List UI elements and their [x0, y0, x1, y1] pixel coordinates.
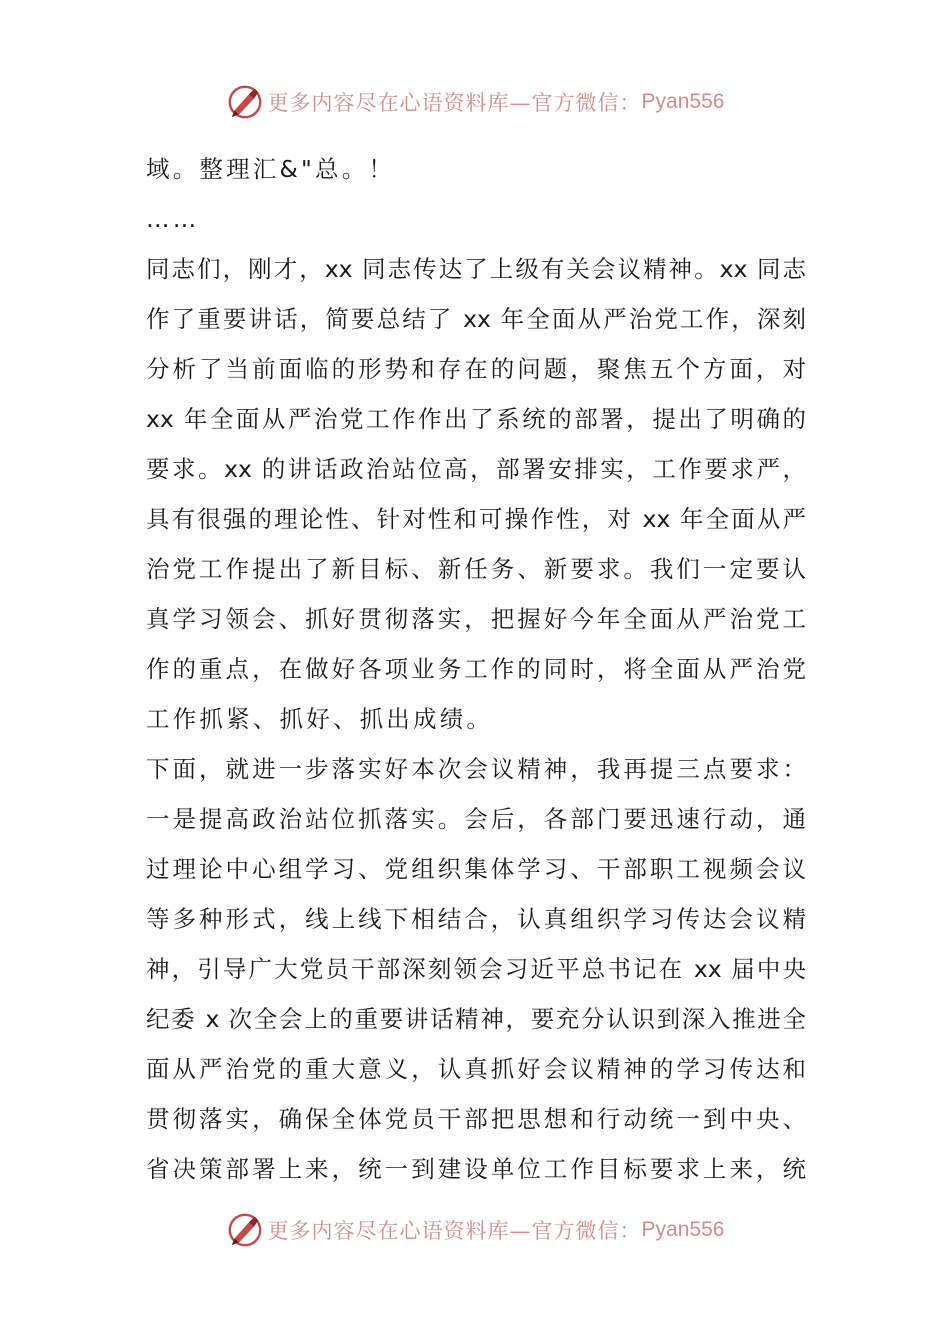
text-line: 面从严治党的重大意义，认真抓好会议精神的学习传达和: [146, 1055, 806, 1083]
banner-text: 更多内容尽在心语资料库—官方微信：: [267, 91, 642, 115]
footer-watermark: [0, 1208, 950, 1252]
banner-text: 更多内容尽在心语资料库—官方微信：: [267, 1219, 642, 1243]
document-body: [146, 144, 806, 1194]
text-line: 神，引导广大党员干部深刻领会习近平总书记在 xx 届中央: [146, 955, 806, 983]
text-line: 过理论中心组学习、党组织集体学习、干部职工视频会议: [146, 855, 806, 883]
text-line: 要求。xx 的讲话政治站位高，部署安排实，工作要求严，: [146, 455, 806, 483]
pen-logo-icon: [226, 1211, 264, 1249]
text-line: 分析了当前面临的形势和存在的问题，聚焦五个方面，对: [146, 355, 806, 383]
text-line: 工作抓紧、抓好、抓出成绩。: [146, 705, 494, 733]
text-line: 等多种形式，线上线下相结合，认真组织学习传达会议精: [146, 905, 806, 933]
text-line: 同志们，刚才，xx 同志传达了上级有关会议精神。xx 同志: [146, 255, 806, 283]
text-line: xx 年全面从严治党工作作出了系统的部署，提出了明确的: [146, 405, 806, 433]
banner-wechat-id: Pyan556: [641, 90, 725, 113]
text-line: 域。整理汇&"总。！: [146, 155, 396, 183]
text-line: 作了重要讲话，简要总结了 xx 年全面从严治党工作，深刻: [146, 305, 806, 333]
text-line: 一是提高政治站位抓落实。会后，各部门要迅速行动，通: [146, 805, 806, 833]
text-line: 下面，就进一步落实好本次会议精神，我再提三点要求：: [146, 755, 806, 783]
text-line: 省决策部署上来，统一到建设单位工作目标要求上来，统: [146, 1155, 806, 1183]
banner-wechat-id: Pyan556: [641, 1218, 725, 1241]
text-line: 真学习领会、抓好贯彻落实，把握好今年全面从严治党工: [146, 605, 806, 633]
text-line: 纪委 x 次全会上的重要讲话精神，要充分认识到深入推进全: [146, 1005, 806, 1033]
text-line: 作的重点，在做好各项业务工作的同时，将全面从严治党: [146, 655, 806, 683]
text-line: 贯彻落实，确保全体党员干部把思想和行动统一到中央、: [146, 1105, 806, 1133]
text-line: ……: [146, 205, 200, 233]
text-line: 具有很强的理论性、针对性和可操作性，对 xx 年全面从严: [146, 505, 806, 533]
pen-logo-icon: [226, 83, 264, 121]
header-watermark: [0, 80, 950, 124]
text-line: 治党工作提出了新目标、新任务、新要求。我们一定要认: [146, 555, 806, 583]
